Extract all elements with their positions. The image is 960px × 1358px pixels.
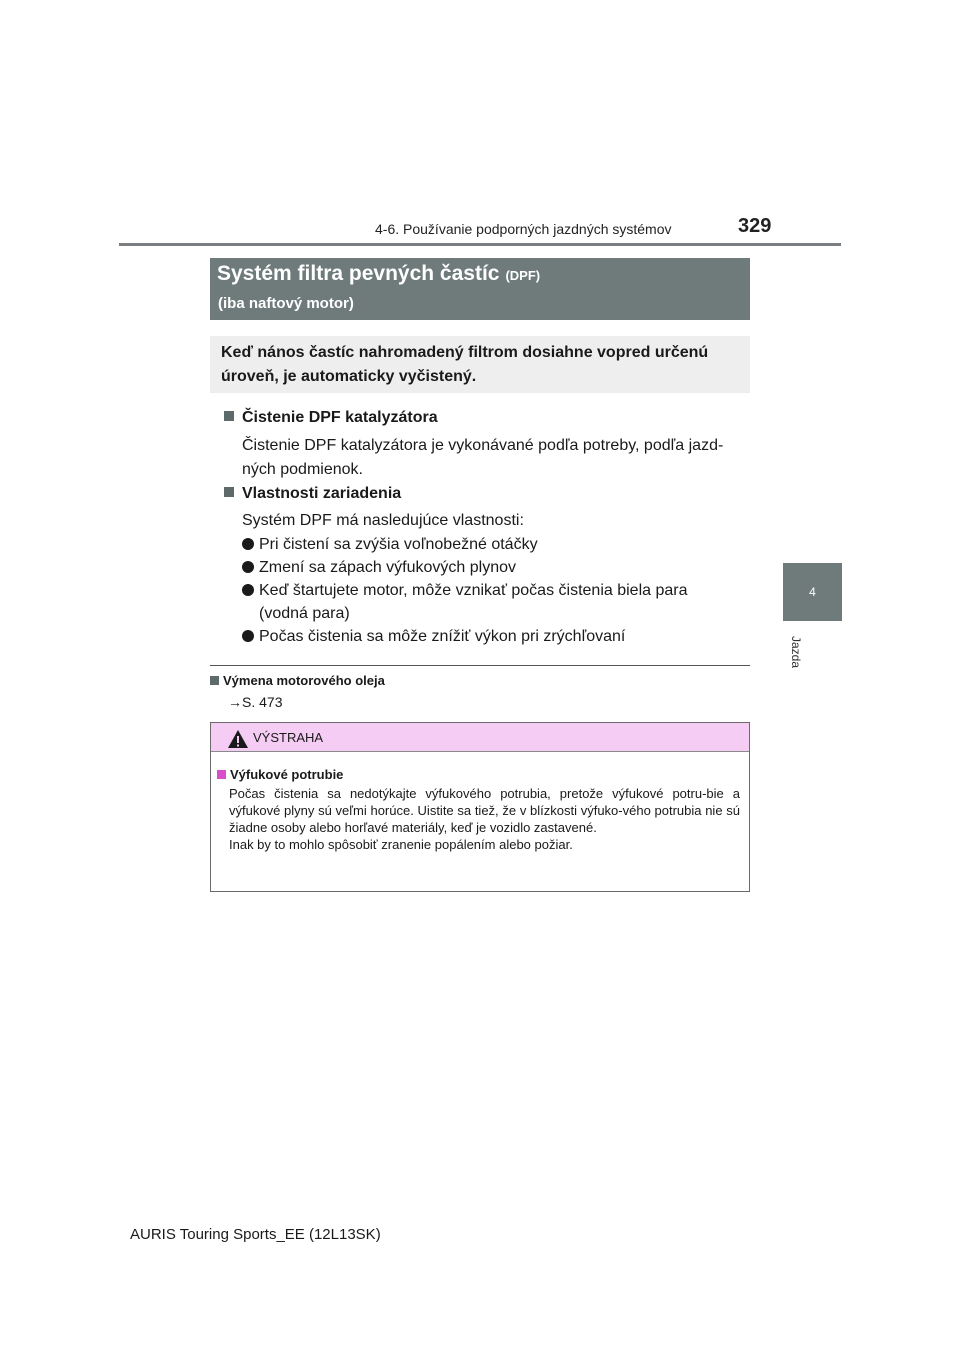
content-divider xyxy=(210,665,750,666)
footer-model: AURIS Touring Sports_EE (12L13SK) xyxy=(130,1226,381,1243)
section-heading-text: Vlastnosti zariadenia xyxy=(242,485,402,502)
square-bullet-icon xyxy=(210,676,219,685)
warning-subheading xyxy=(217,767,343,782)
section-heading-features xyxy=(224,485,401,503)
list-item-text: Počas čistenia sa môže znížiť výkon pri zrýchľovaní xyxy=(259,628,626,645)
warning-subheading-text: Výfukové potrubie xyxy=(230,767,344,782)
section-text-features: Systém DPF má nasledujúce vlastnosti: xyxy=(242,512,524,529)
warning-text xyxy=(229,785,740,853)
list-item-text: Zmení sa zápach výfukových plynov xyxy=(259,559,517,576)
running-header: 4-6. Používanie podporných jazdných systémov xyxy=(375,221,672,237)
section-title xyxy=(217,262,540,286)
section-heading-text: Čistenie DPF katalyzátora xyxy=(242,409,438,426)
section-text-dpf-cleaning: Čistenie DPF katalyzátora je vykonávané podľa potreby, podľa jazd-ných podmienok. xyxy=(242,437,724,478)
warning-box xyxy=(210,722,750,892)
bullet-dot-icon xyxy=(242,584,254,596)
chapter-tab-number: 4 xyxy=(809,585,816,599)
page-number: 329 xyxy=(738,215,772,237)
section-title-text: Systém filtra pevných častíc xyxy=(217,262,500,285)
warning-paragraph: Počas čistenia sa nedotýkajte výfukového potrubia, pretože výfukové potru-bie a výfukové plyny sú veľmi horúce. Uistite sa tiež, že v blízkosti výfuko-vého potrubia nie sú žiadne osoby alebo horľavé materiály, keď je vozidlo zastavené. xyxy=(229,786,740,835)
list-item xyxy=(242,625,625,648)
warning-header xyxy=(211,723,749,752)
chapter-tab-label: Jazda xyxy=(789,636,803,669)
bullet-dot-icon xyxy=(242,538,254,550)
warning-title: VÝSTRAHA xyxy=(253,730,324,745)
pink-square-icon xyxy=(217,770,226,779)
list-item-text: Keď štartujete motor, môže vznikať počas čistenia biela para (vodná para) xyxy=(259,582,688,622)
chapter-tab[interactable] xyxy=(783,563,842,621)
section-subtitle: (iba naftový motor) xyxy=(218,295,354,312)
note-heading-text: Výmena motorového oleja xyxy=(223,673,385,688)
note-heading xyxy=(210,673,385,688)
list-item-text: Pri čistení sa zvýšia voľnobežné otáčky xyxy=(259,536,538,553)
header-divider xyxy=(119,243,841,246)
page-reference-link[interactable]: →S. 473 xyxy=(228,694,283,710)
list-item xyxy=(242,556,516,579)
section-title-box xyxy=(210,258,750,320)
list-item xyxy=(242,533,538,556)
section-heading-dpf-cleaning xyxy=(224,409,438,427)
bullet-dot-icon xyxy=(242,630,254,642)
list-item xyxy=(242,579,732,625)
square-bullet-icon xyxy=(224,411,234,421)
warning-paragraph: Inak by to mohlo spôsobiť zranenie popálením alebo požiar. xyxy=(229,837,573,852)
intro-box xyxy=(210,336,750,393)
section-title-suffix: (DPF) xyxy=(505,268,541,283)
warning-triangle-icon xyxy=(227,729,249,749)
bullet-dot-icon xyxy=(242,561,254,573)
intro-text: Keď nános častíc nahromadený filtrom dosiahne vopred určenú úroveň, je automaticky vyčistený. xyxy=(221,344,709,385)
square-bullet-icon xyxy=(224,487,234,497)
